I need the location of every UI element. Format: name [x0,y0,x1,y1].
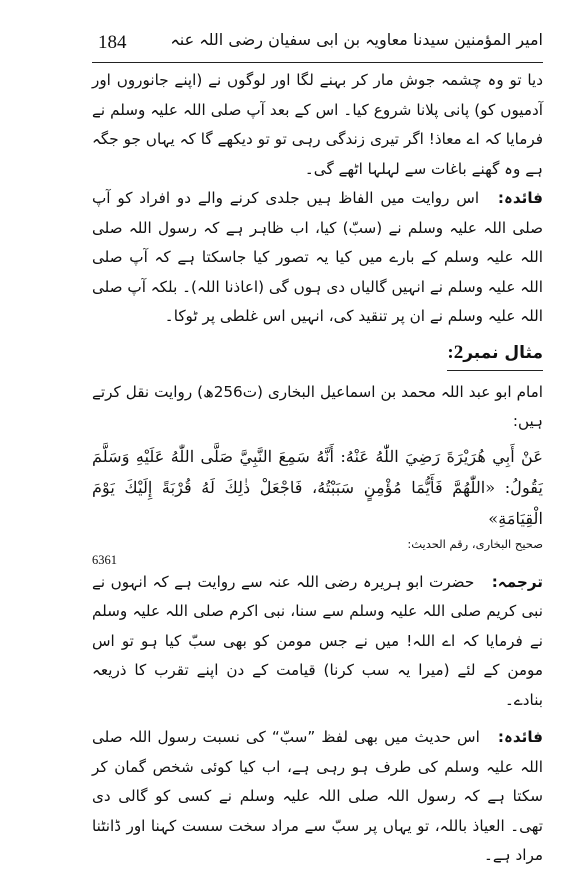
note-text-2: اس حدیث میں بھی لفظ ”سبّ“ کی نسبت رسول اللہ صلی اللہ علیہ وسلم کی طرف ہو رہی ہے، اب کیا کوئی شخص گمان کر سکتا ہے کہ رسول اللہ صلی اللہ علیہ وسلم نے کسی کو گالی دی تھی۔ العیاذ باللہ، تو یہاں پر سبّ سے مراد سخت سست کہنا اور ڈانٹنا مراد ہے۔ [92,728,543,864]
translation-label: ترجمہ: [491,572,543,591]
translation-text: حضرت ابو ہریرہ رضی اللہ عنہ سے روایت ہے کہ انہوں نے نبی کریم صلی اللہ علیہ وسلم سے سنا، نبی اکرم صلی اللہ علیہ وسلم نے فرمایا کہ اے اللہ! میں نے جس مومن کو بھی سبّ کیا ہو تو اس مومن کے لئے (میرا یہ سب کرنا) قیامت کے دن اپنے تقرب کا ذریعہ بنادے۔ [92,572,543,709]
page-header [92,24,543,58]
header-rule [92,62,543,63]
note-label-2: فائدہ: [497,728,544,746]
paragraph-gap [92,715,543,723]
source-book: صحیح البخاری، رقم الحدیث: [407,536,543,551]
intro-paragraph: دیا تو وہ چشمہ جوش مار کر بہنے لگا اور لوگوں نے (اپنے جانوروں اور آدمیوں کو) پانی پلانا شروع کیا۔ اس کے بعد آپ صلی اللہ علیہ وسلم نے فرمایا کہ اے معاذ! اگر تیری زندگی رہی تو تو دیکھے گا کہ یہاں جو جگہ ہے وہ گھنے باغات سے لہلہا اٹھے گی۔ [92,71,543,178]
translation-paragraph [92,568,543,716]
running-title: امیر المؤمنین سیدنا معاویہ بن ابی سفیان رضی اللہ عنہ [170,30,543,49]
note-label-1: فائدہ: [497,189,544,207]
page-number: 184 [98,32,127,53]
hadith-source [92,536,543,568]
example-heading-wrap [92,338,543,378]
example-heading-number: 2: [447,341,464,363]
note-paragraph-2 [92,723,543,871]
example-heading [447,338,543,371]
example-heading-label: مثال نمبر [463,342,543,363]
page-body [92,66,543,871]
hadith-arabic-text: عَنْ أَبِي هُرَيْرَةَ رَضِيَ اللّٰهُ عَنْهُ: أَنَّهُ سَمِعَ النَّبِيَّ صَلَّى اللّٰهُ عَلَيْهِ وَسَلَّمَ يَقُولُ: «اللّٰهُمَّ فَأَيُّمَا مُؤْمِنٍ سَبَبْتُهُ، فَاجْعَلْ ذٰلِكَ لَهُ قُرْبَةً إِلَيْكَ يَوْمَ الْقِيَامَةِ» [92,446,543,528]
source-reference: 6361 [92,552,117,567]
note-paragraph-1 [92,184,543,332]
note-text-1: اس روایت میں الفاظ ہیں جلدی کرنے والے دو افراد کو آپ صلی اللہ علیہ وسلم نے (سبّ) کیا، اب ظاہر ہے کہ رسول اللہ صلی اللہ علیہ وسلم کے بارے میں کیا یہ تصور کیا جاسکتا ہے کہ آپ صلی اللہ علیہ وسلم نے انہیں گالیاں دی ہوں گی (اعاذنا اللہ)۔ بلکہ آپ صلی اللہ علیہ وسلم نے ان پر تنقید کی، انہیں اس غلطی پر ٹوکا۔ [92,189,543,325]
narration-paragraph: امام ابو عبد اللہ محمد بن اسماعیل البخاری (ت256ھ) روایت نقل کرتے ہیں: [92,382,543,430]
